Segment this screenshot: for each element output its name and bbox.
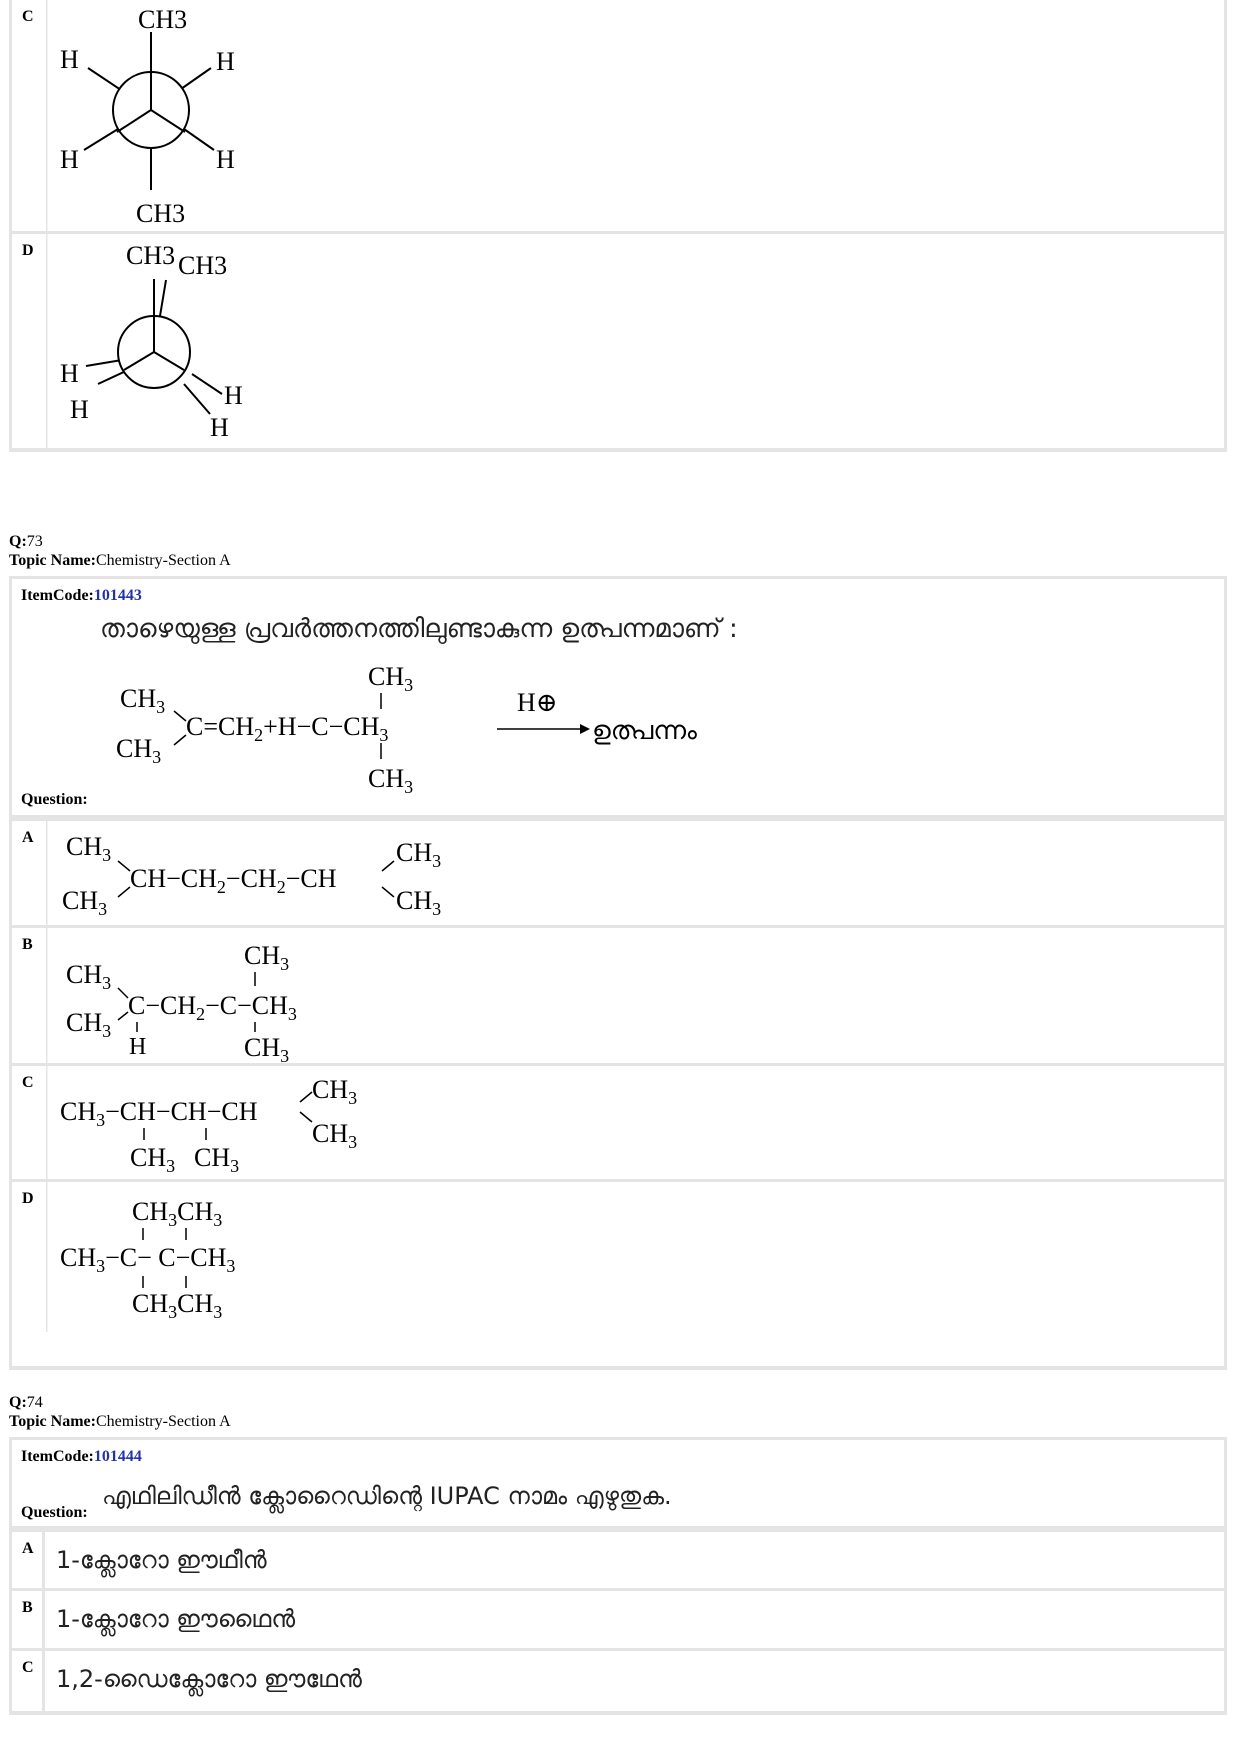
option-letter: C (22, 8, 34, 25)
itemcode (21, 587, 142, 605)
group-top-2: CH3 (178, 251, 228, 280)
group-lower-right: H (216, 145, 235, 174)
q73-options (9, 818, 1227, 1370)
option-b-row[interactable] (12, 1591, 1224, 1648)
group-top-1: CH3 (126, 241, 176, 270)
question-label: Question: (21, 791, 88, 808)
topic-name: Chemistry-Section A (95, 552, 231, 569)
option-letter: B (22, 936, 33, 953)
svg-text:CH3: $CH_3$ (66, 1008, 112, 1041)
group-right-2: H (210, 413, 229, 442)
svg-text:H: H (129, 1034, 147, 1060)
topic-name: Chemistry-Section A (95, 1413, 231, 1430)
itemcode-value: 101444 (93, 1448, 142, 1465)
option-a-row[interactable] (12, 821, 1224, 925)
option-c-row[interactable] (12, 1651, 1224, 1711)
q73-question-box (9, 576, 1227, 818)
option-d-row[interactable] (12, 234, 1224, 448)
reaction-equation (92, 659, 732, 804)
option-letter: B (22, 1599, 33, 1616)
svg-text:CH3: $CH_3$ (312, 1119, 358, 1152)
svg-text:CH3: $CH_3$ (116, 734, 162, 767)
svg-text:CH3: $CH_3$ (368, 662, 414, 695)
option-letter: A (22, 1540, 34, 1557)
svg-text:CH3: $CH_3$ (312, 1075, 358, 1108)
svg-text:CH3: $CH_3$ (62, 886, 108, 919)
option-text: 1-ക്ലോറോ ഈഥീൻ (56, 1546, 267, 1574)
option-letter: A (22, 829, 34, 846)
option-letter: C (22, 1074, 34, 1091)
svg-text:CH3: $CH_3$ (130, 1143, 176, 1176)
prev-question-options (9, 0, 1227, 452)
svg-text:CH3CH3: $CH_3CH_3$ (132, 1197, 223, 1230)
group-top: CH3 (138, 5, 188, 34)
option-c-row[interactable] (12, 0, 1224, 231)
svg-text:CH3: $CH_3$ (66, 832, 112, 865)
svg-text:C=CH2+H−C−CH3: $C=CH_2+H-C-CH_3$ (186, 712, 389, 745)
question-text: എഥിലിഡീൻ ക്ലോറൈഡിന്റെ IUPAC നാമം എഴുതുക. (102, 1482, 672, 1510)
svg-text:CH3: $CH_3$ (368, 764, 414, 797)
group-upper-left: H (60, 45, 79, 74)
option-c-structure (46, 1066, 446, 1184)
group-left-2: H (70, 395, 89, 424)
question-text: താഴെയുള്ള പ്രവർത്തനത്തിലുണ്ടാകുന്ന ഉത്പന്നമാണ് : (100, 614, 738, 644)
svg-text:CH3: $CH_3$ (66, 960, 112, 993)
itemcode (21, 1448, 142, 1466)
svg-text:CH3: $CH_3$ (244, 1033, 290, 1063)
option-b-row[interactable] (12, 928, 1224, 1063)
question-label: Question: (21, 1504, 88, 1521)
q-label: Q: (9, 1394, 27, 1411)
option-c-row[interactable] (12, 1066, 1224, 1179)
itemcode-label: ItemCode: (21, 1448, 94, 1465)
newman-projection-staggered (46, 0, 346, 236)
q74-header (9, 1393, 231, 1431)
option-letter: C (22, 1659, 34, 1676)
svg-text:CH3−C− C−CH3: $CH_3-C- C-CH_3$ (60, 1243, 236, 1276)
svg-text:CH3: $CH_3$ (396, 838, 442, 871)
svg-text:CH−CH2−CH2−CH: $CH-CH_2-CH_2-CH$ (130, 864, 337, 897)
q-label: Q: (9, 533, 27, 550)
q74-question-box (9, 1437, 1227, 1529)
itemcode-value: 101443 (93, 587, 142, 604)
group-bottom: CH3 (136, 199, 186, 228)
option-a-row[interactable] (12, 1532, 1224, 1588)
option-letter: D (22, 242, 34, 259)
group-upper-right: H (216, 47, 235, 76)
svg-text:CH3: $CH_3$ (244, 941, 290, 974)
group-right-1: H (224, 381, 243, 410)
group-left-1: H (60, 359, 79, 388)
q73-header (9, 532, 231, 570)
reaction-reagent: H⊕ (517, 688, 558, 717)
topic-label: Topic Name: (9, 552, 96, 569)
svg-text:CH3CH3: $CH_3CH_3$ (132, 1289, 223, 1322)
svg-text:CH3: $CH_3$ (120, 684, 166, 717)
q74-options (9, 1529, 1227, 1715)
option-d-row[interactable] (12, 1182, 1224, 1366)
group-lower-left: H (60, 145, 79, 174)
svg-text:CH3−CH−CH−CH: $CH_3-CH-CH-CH$ (60, 1097, 258, 1130)
q-number: 74 (26, 1394, 43, 1411)
option-d-structure (46, 1182, 366, 1337)
option-a-structure (46, 821, 526, 930)
svg-text:CH3: $CH_3$ (396, 886, 442, 919)
newman-projection-eclipsed (46, 234, 346, 453)
reaction-product: ഉത്പന്നം (592, 716, 697, 746)
option-letter: D (22, 1190, 34, 1207)
svg-text:CH3: $CH_3$ (194, 1143, 240, 1176)
itemcode-label: ItemCode: (21, 587, 94, 604)
q-number: 73 (26, 533, 43, 550)
option-b-structure (46, 928, 446, 1068)
option-text: 1,2-ഡൈക്ലോറോ ഈഥേൻ (56, 1665, 362, 1693)
topic-label: Topic Name: (9, 1413, 96, 1430)
option-text: 1-ക്ലോറോ ഈഥൈൻ (56, 1605, 296, 1633)
svg-text:C−CH2−C−CH3: $C-CH_2-C-CH_3$ (128, 991, 297, 1024)
